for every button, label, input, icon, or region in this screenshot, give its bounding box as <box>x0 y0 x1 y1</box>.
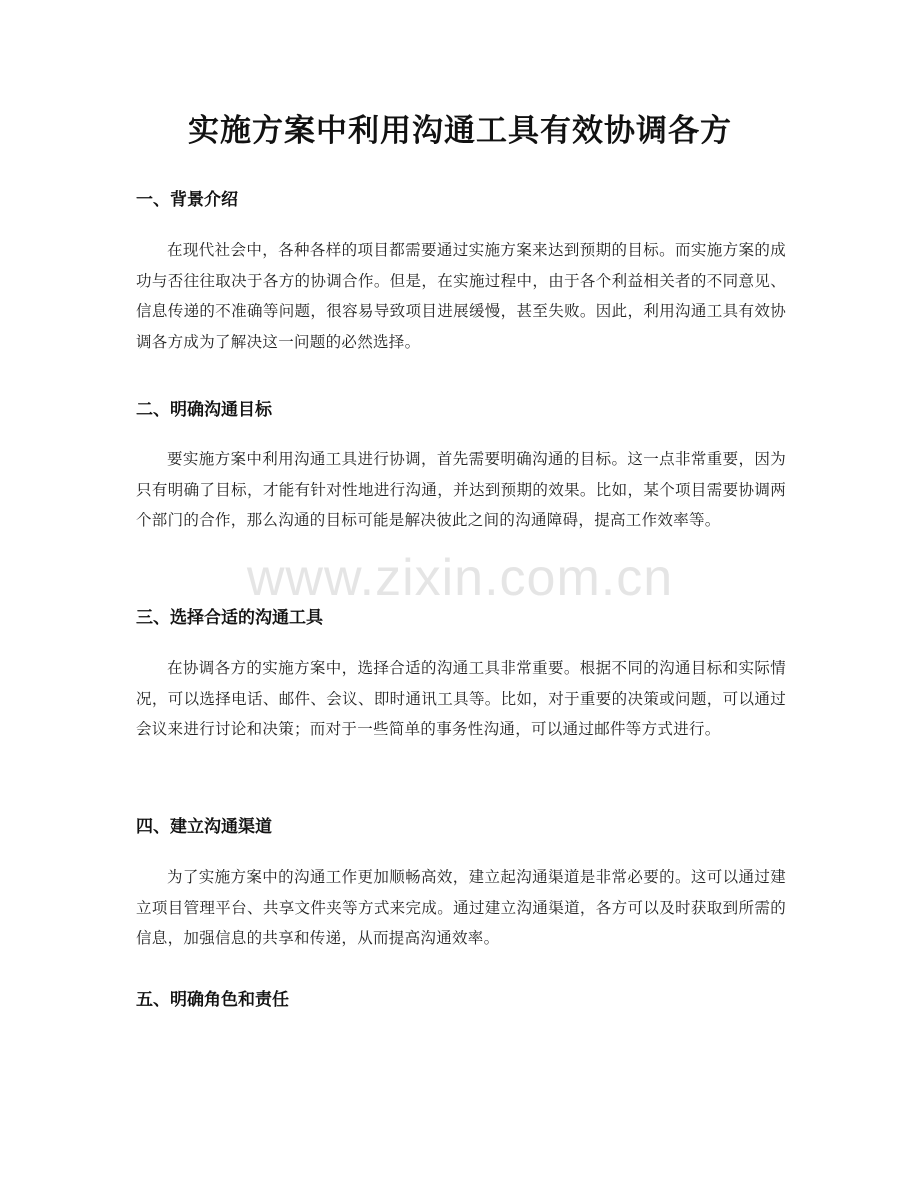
watermark: www.zixin.com.cn <box>246 549 674 607</box>
section-heading-background: 一、背景介绍 <box>136 190 238 210</box>
section-paragraph-channels: 为了实施方案中的沟通工作更加顺畅高效，建立起沟通渠道是非常必要的。这可以通过建立项目管理平台、共享文件夹等方式来完成。通过建立沟通渠道，各方可以及时获取到所需的信息，加强信息的共享和传递，从而提高沟通效率。 <box>136 868 786 947</box>
section-paragraph-goals: 要实施方案中利用沟通工具进行协调，首先需要明确沟通的目标。这一点非常重要，因为只有明确了目标，才能有针对性地进行沟通，并达到预期的效果。比如，某个项目需要协调两个部门的合作，那么沟通的目标可能是解决彼此之间的沟通障碍，提高工作效率等。 <box>136 450 786 529</box>
section-heading-roles: 五、明确角色和责任 <box>136 990 289 1010</box>
page-title: 实施方案中利用沟通工具有效协调各方 <box>188 113 732 149</box>
section-heading-tools: 三、选择合适的沟通工具 <box>136 608 323 628</box>
section-heading-channels: 四、建立沟通渠道 <box>136 817 272 837</box>
section-heading-goals: 二、明确沟通目标 <box>136 400 272 420</box>
section-paragraph-background: 在现代社会中，各种各样的项目都需要通过实施方案来达到预期的目标。而实施方案的成功与否往往取决于各方的协调合作。但是，在实施过程中，由于各个利益相关者的不同意见、信息传递的不准确等问题，很容易导致项目进展缓慢，甚至失败。因此，利用沟通工具有效协调各方成为了解决这一问题的必然选择。 <box>136 241 786 351</box>
section-paragraph-tools: 在协调各方的实施方案中，选择合适的沟通工具非常重要。根据不同的沟通目标和实际情况，可以选择电话、邮件、会议、即时通讯工具等。比如，对于重要的决策或问题，可以通过会议来进行讨论和决策；而对于一些简单的事务性沟通，可以通过邮件等方式进行。 <box>136 659 786 738</box>
